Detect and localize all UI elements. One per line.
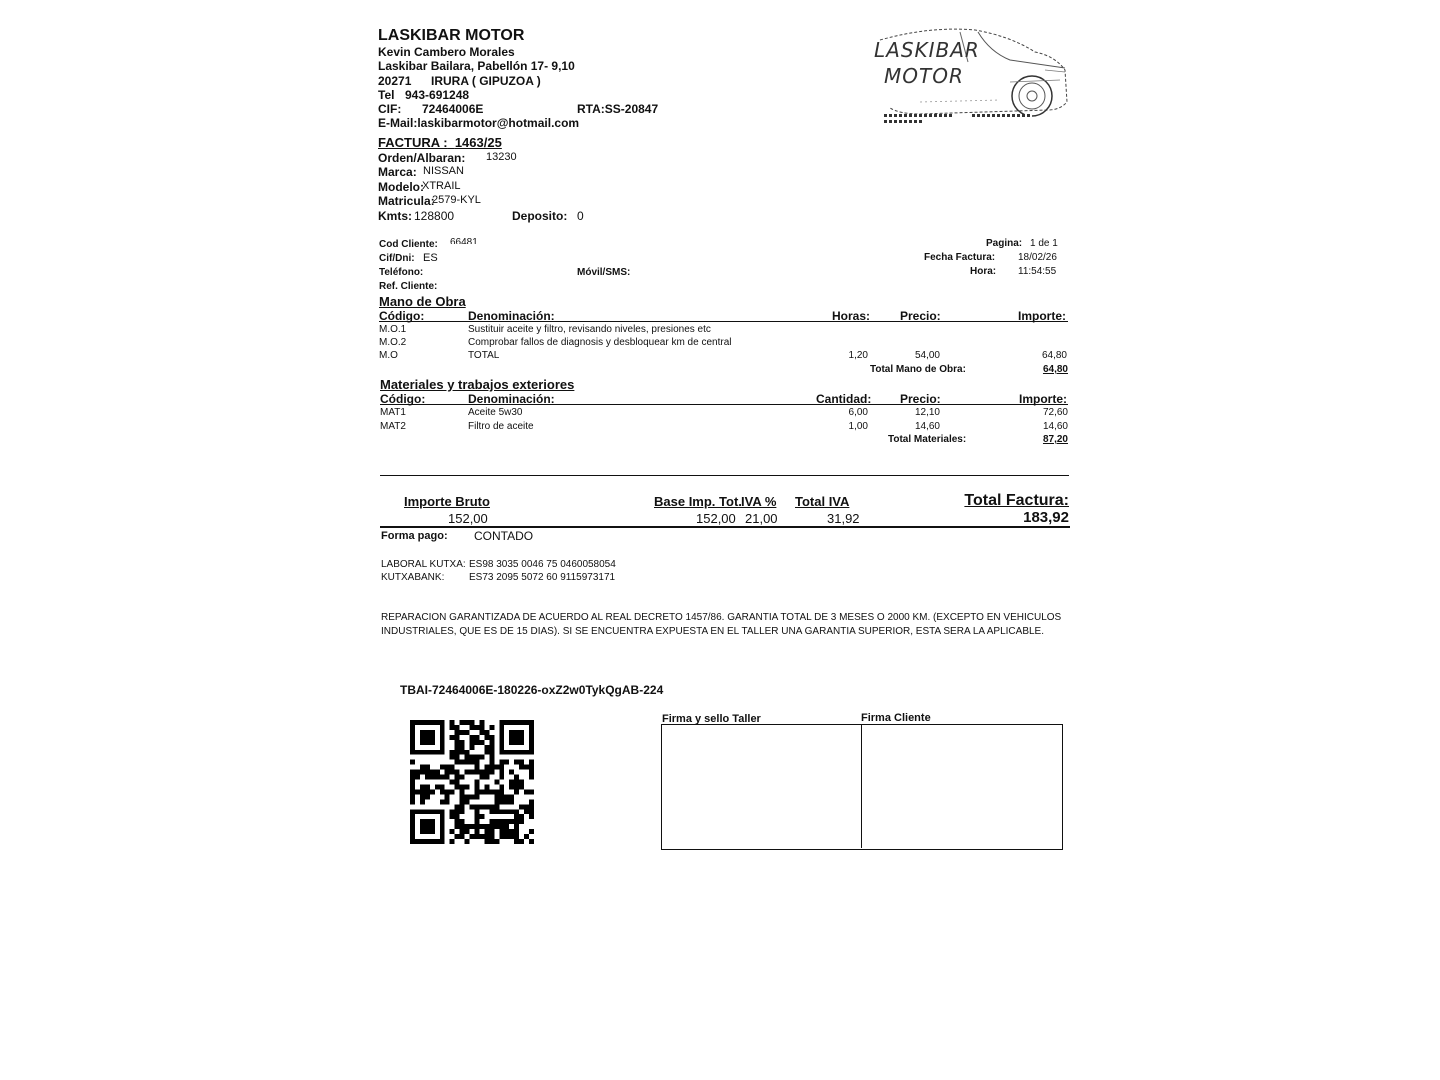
logo-small-phone [972,114,1032,117]
base-imponible-value: 152,00 [696,511,736,526]
fecha-factura-label: Fecha Factura: [924,252,996,263]
marca-value: NISSAN [423,165,464,177]
total-factura-value: 183,92 [1023,509,1069,526]
cif-dni-label: Cif/Dni: [379,253,415,264]
company-cif-label: CIF: [378,102,402,116]
iva-pct-value: 21,00 [745,511,778,526]
email-value: laskibarmotor@hotmail.com [417,116,580,130]
hora-label: Hora: [970,266,997,277]
totals-top-rule [380,475,1069,476]
tbai-code: TBAI-72464006E-180226-oxZ2w0TykQgAB-224 [400,683,664,697]
company-rta: RTA:SS-20847 [577,102,659,116]
orden-value: 13230 [486,151,517,163]
company-name: LASKIBAR MOTOR [378,27,525,44]
materials-section-title: Materiales y trabajos exteriores [380,377,575,392]
warranty-line2: INDUSTRIALES, QUE ES DE 15 DIAS). SI SE ENCUENTRA EXPUESTA EN EL TALLER UNA GARANTIA SUPERIOR, ESTA SERA LA APLICABLE. [381,626,1044,637]
bank-1-name: LABORAL KUTXA: [381,559,466,570]
telefono-label: Teléfono: [379,267,424,278]
materials-row-1-cantidad: 6,00 [848,407,868,418]
kmts-value: 128800 [414,209,455,223]
company-postal-code: 20271 [378,74,412,88]
labor-row-3-codigo: M.O [379,350,398,361]
qr-code-icon [410,720,534,844]
labor-header-importe: Importe: [1018,309,1066,323]
materials-row-2-precio: 14,60 [914,421,940,432]
deposito-value: 0 [577,209,584,223]
signature-divider [861,724,862,848]
factura-label: FACTURA : [378,135,448,150]
firma-cliente-label: Firma Cliente [861,712,931,724]
invoice-title [378,135,502,150]
labor-row-2-codigo: M.O.2 [379,337,407,348]
bank-2-name: KUTXABANK: [381,572,445,583]
labor-total-label: Total Mano de Obra: [870,364,966,375]
kmts-label: Kmts: [378,209,413,223]
iva-pct-label: IVA % [741,494,777,509]
company-logo [860,22,1075,132]
matricula-label: Matricula: [378,194,435,208]
modelo-label: Modelo: [378,180,424,194]
company-email [378,116,579,130]
modelo-value: XTRAIL [422,180,461,192]
materials-header-codigo: Código: [380,392,426,406]
pagina-value: 1 de 1 [1030,238,1058,249]
materials-header-rule [380,404,1068,405]
materials-row-2-denominacion: Filtro de aceite [468,421,534,432]
materials-row-1-denominacion: Aceite 5w30 [468,407,523,418]
company-tel: 943-691248 [405,88,470,102]
company-tel-label: Tel [378,88,395,102]
logo-line2: MOTOR [884,64,964,88]
materials-row-1-importe: 72,60 [1042,407,1068,418]
materials-header-cantidad: Cantidad: [816,392,872,406]
movil-label: Móvil/SMS: [577,267,631,278]
logo-line1: LASKIBAR [874,38,980,62]
materials-total-value: 87,20 [1042,434,1068,445]
logo-small-text [884,114,954,117]
labor-header-denominacion: Denominación: [468,309,555,323]
labor-header-horas: Horas: [832,309,871,323]
labor-row-1-codigo: M.O.1 [379,324,407,335]
labor-header-codigo: Código: [379,309,425,323]
signature-box[interactable] [661,724,1063,850]
bank-2-iban: ES73 2095 5072 60 9115973171 [469,572,616,583]
email-label: E-Mail: [378,116,418,130]
labor-section-title: Mano de Obra [379,294,466,309]
company-cif: 72464006E [422,102,484,116]
warranty-line1: REPARACION GARANTIZADA DE ACUERDO AL REAL DECRETO 1457/86. GARANTIA TOTAL DE 3 MESES O 2000 KM. (EXCEPTO EN VEHICULOS [381,612,1062,623]
matricula-value: 2579-KYL [432,194,481,206]
marca-label: Marca: [378,165,417,179]
labor-row-1-denominacion: Sustituir aceite y filtro, revisando niveles, presiones etc [468,324,711,335]
materials-header-precio: Precio: [900,392,941,406]
materials-header-denominacion: Denominación: [468,392,555,406]
forma-pago-label: Forma pago: [381,530,448,542]
forma-pago-value: CONTADO [474,529,534,543]
company-owner: Kevin Cambero Morales [378,45,515,59]
total-iva-label: Total IVA [795,494,850,509]
materials-row-2-cantidad: 1,00 [848,421,868,432]
materials-total-label: Total Materiales: [888,434,967,445]
deposito-label: Deposito: [512,209,568,223]
total-factura-label: Total Factura: [964,492,1069,509]
firma-taller-label: Firma y sello Taller [662,713,761,725]
company-city: IRURA ( GIPUZOA ) [431,74,541,88]
logo-small-text-2 [884,120,924,123]
bank-1-iban: ES98 3035 0046 75 0460058054 [469,559,616,570]
labor-row-3-importe: 64,80 [1041,350,1067,361]
cod-cliente-value: 66481 [450,237,478,244]
materials-row-1-precio: 12,10 [914,407,940,418]
importe-bruto-value: 152,00 [448,511,488,526]
totals-bottom-rule [380,526,1070,528]
importe-bruto-label: Importe Bruto [404,494,490,509]
labor-row-3-precio: 54,00 [914,350,940,361]
cif-dni-value: ES [423,252,438,264]
ref-cliente-label: Ref. Cliente: [379,281,438,292]
factura-number: 1463/25 [454,135,502,150]
materials-row-2-codigo: MAT2 [380,421,406,432]
fecha-factura-value: 18/02/26 [1018,252,1057,263]
total-iva-value: 31,92 [827,511,860,526]
labor-header-precio: Precio: [900,309,941,323]
cod-cliente-label: Cod Cliente: [379,239,438,250]
labor-header-rule [379,321,1068,322]
materials-row-1-codigo: MAT1 [380,407,406,418]
labor-row-3-denominacion: TOTAL [468,350,500,361]
pagina-label: Pagina: [986,238,1023,249]
orden-label: Orden/Albaran: [378,151,466,165]
company-address: Laskibar Bailara, Pabellón 17- 9,10 [378,59,575,73]
materials-header-importe: Importe: [1019,392,1067,406]
labor-row-2-denominacion: Comprobar fallos de diagnosis y desbloquear km de central [468,337,732,348]
hora-value: 11:54:55 [1018,266,1057,277]
base-imponible-label: Base Imp. Tot. [654,494,742,509]
labor-total-value: 64,80 [1042,364,1068,375]
materials-row-2-importe: 14,60 [1042,421,1068,432]
labor-row-3-horas: 1,20 [848,350,868,361]
tbai-qr-code [410,720,534,844]
